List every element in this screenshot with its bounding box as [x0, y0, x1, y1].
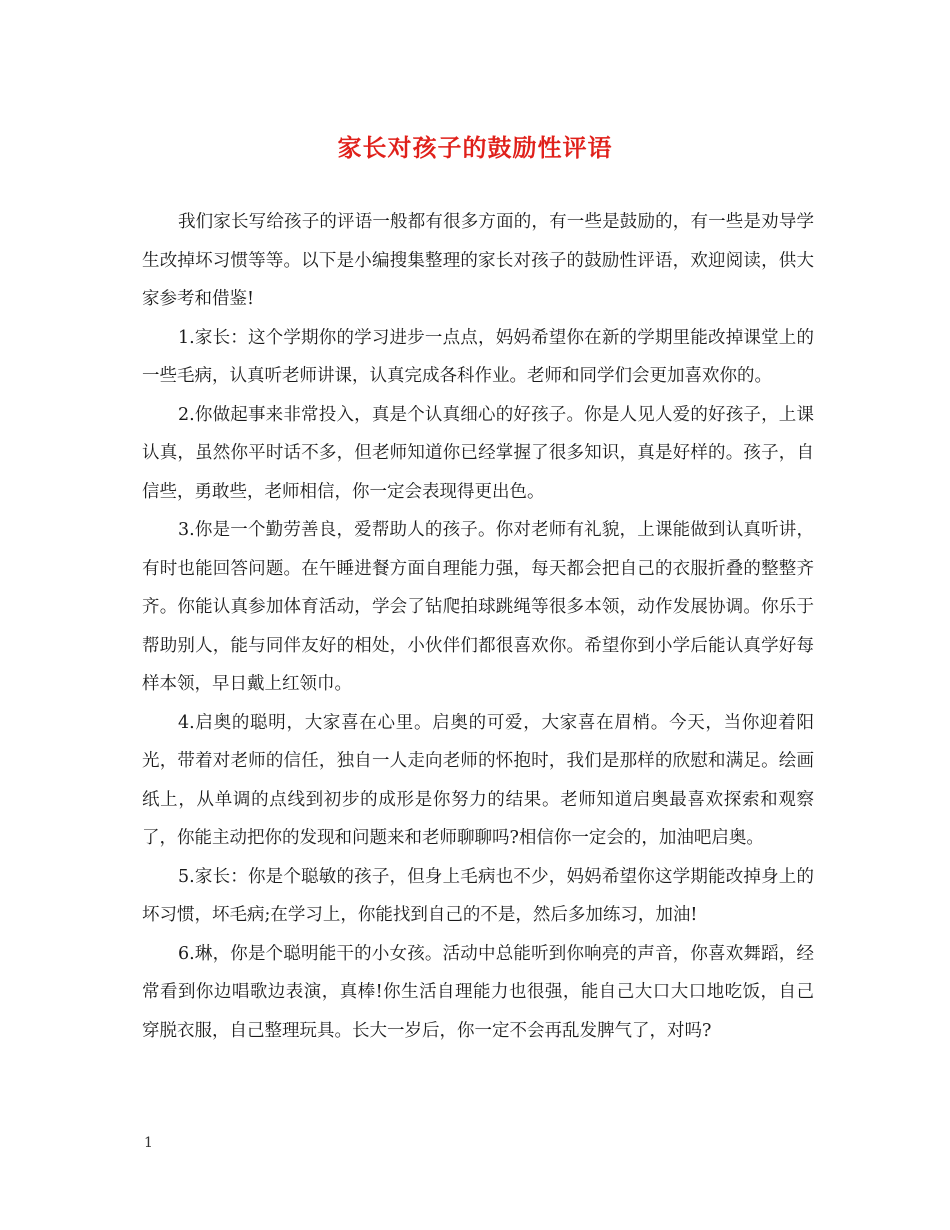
document-body	[142, 203, 814, 1050]
comment-paragraph-1: 1.家长：这个学期你的学习进步一点点，妈妈希望你在新的学期里能改掉课堂上的一些毛病，认真听老师讲课，认真完成各科作业。老师和同学们会更加喜欢你的。	[142, 327, 814, 386]
page-number: 1	[144, 1135, 153, 1151]
comment-paragraph-5: 5.家长：你是个聪敏的孩子，但身上毛病也不少，妈妈希望你这学期能改掉身上的坏习惯，坏毛病;在学习上，你能找到自己的不是，然后多加练习，加油!	[142, 866, 814, 925]
comment-paragraph-6: 6.琳，你是个聪明能干的小女孩。活动中总能听到你响亮的声音，你喜欢舞蹈，经常看到你边唱歌边表演，真棒!你生活自理能力也很强，能自己大口大口地吃饭，自己穿脱衣服，自己整理玩具。长大一岁后，你一定不会再乱发脾气了，对吗?	[142, 943, 814, 1041]
document-title: 家长对孩子的鼓励性评语	[337, 133, 613, 162]
intro-paragraph: 我们家长写给孩子的评语一般都有很多方面的，有一些是鼓励的，有一些是劝导学生改掉坏习惯等等。以下是小编搜集整理的家长对孩子的鼓励性评语，欢迎阅读，供大家参考和借鉴!	[142, 212, 814, 309]
comment-paragraph-3: 3.你是一个勤劳善良，爱帮助人的孩子。你对老师有礼貌，上课能做到认真听讲，有时也能回答问题。在午睡进餐方面自理能力强，每天都会把自己的衣服折叠的整整齐齐。你能认真参加体育活动，学会了钻爬拍球跳绳等很多本领，动作发展协调。你乐于帮助别人，能与同伴友好的相处，小伙伴们都很喜欢你。希望你到小学后能认真学好每样本领，早日戴上红领巾。	[142, 520, 814, 694]
comment-paragraph-4: 4.启奥的聪明，大家喜在心里。启奥的可爱，大家喜在眉梢。今天，当你迎着阳光，带着对老师的信任，独自一人走向老师的怀抱时，我们是那样的欣慰和满足。绘画纸上，从单调的点线到初步的成形是你努力的结果。老师知道启奥最喜欢探索和观察了，你能主动把你的发现和问题来和老师聊聊吗?相信你一定会的，加油吧启奥。	[142, 712, 814, 848]
comment-paragraph-2: 2.你做起事来非常投入，真是个认真细心的好孩子。你是人见人爱的好孩子，上课认真，虽然你平时话不多，但老师知道你已经掌握了很多知识，真是好样的。孩子，自信些，勇敢些，老师相信，你一定会表现得更出色。	[142, 404, 814, 502]
